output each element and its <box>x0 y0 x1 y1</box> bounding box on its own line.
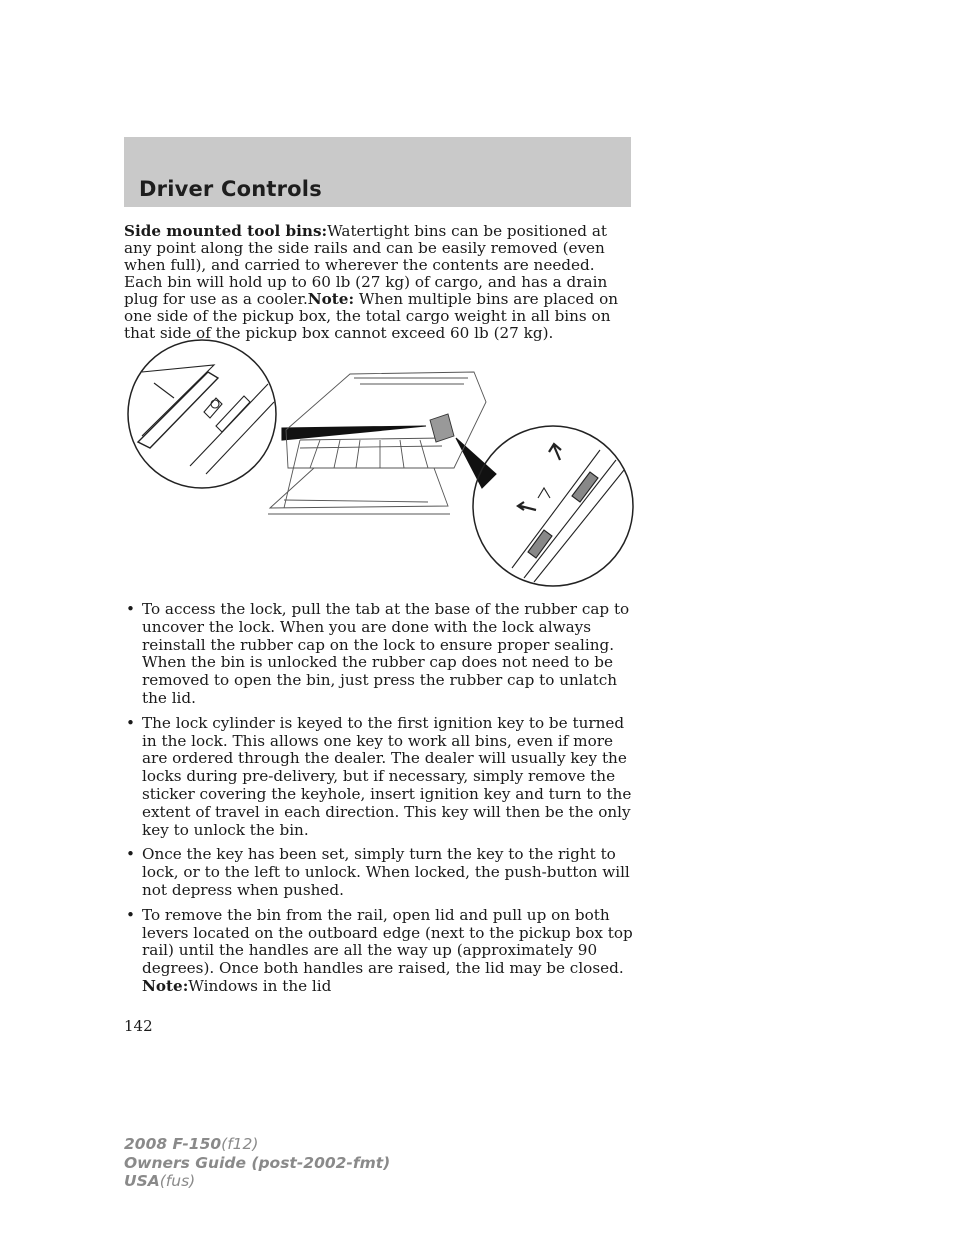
bullet-note-text: Windows in the lid <box>188 976 332 995</box>
bullet-item-key-set <box>124 846 634 899</box>
intro-note-label: Note: <box>307 290 355 308</box>
bullet-item-lock-access <box>124 601 634 708</box>
intro-text: Watertight bins can be positioned at any point along the side rails and can be easily removed (even when full), and carried to wherever the contents are needed. Each bin will hold up to 60 lb (27 kg) of cargo, and has a drain plug for use as a cooler. <box>124 222 608 308</box>
bullet-text: Once the key has been set, simply turn the key to the right to lock, or to the left to unlock. When locked, the push-button will not depress when pushed. <box>142 845 630 899</box>
footer-market: USA <box>124 1172 160 1190</box>
footer-line-model <box>124 1135 390 1154</box>
footer-market-code: (fus) <box>159 1172 196 1190</box>
footer-model: 2008 F-150 <box>124 1135 222 1153</box>
tool-bin-illustration <box>124 338 636 592</box>
bullet-text: To access the lock, pull the tab at the base of the rubber cap to uncover the lock. When you are done with the lock always reinstall the rubber cap on the lock to ensure proper sealing. When the bin is unlocked the rubber cap does not need to be removed to open the bin, just press the rubber cap to unlatch the lid. <box>142 600 630 707</box>
truck-bed-drawing <box>268 372 486 514</box>
intro-paragraph <box>124 223 634 342</box>
lock-detail-circle <box>128 340 276 488</box>
bullet-dot: • <box>126 713 135 732</box>
bullet-item-lock-cylinder <box>124 715 634 840</box>
bullet-text: To remove the bin from the rail, open lid and pull up on both levers located on the outboard edge (next to the pickup box top rail) until the handles are all the way up (approximately 90 degrees). Once both handles are raised, the lid may be closed. <box>142 905 633 978</box>
footer-line-market <box>124 1172 390 1191</box>
section-header <box>124 137 631 207</box>
bullet-list <box>124 601 634 1003</box>
intro-note-text: When multiple bins are placed on one side of the pickup box, the total cargo weight in all bins on that side of the pickup box cannot exceed 60 lb (27 kg). <box>124 290 619 342</box>
bullet-dot: • <box>126 600 135 618</box>
lever-detail-circle <box>473 426 633 586</box>
bullet-text: The lock cylinder is keyed to the first ignition key to be turned in the lock. This allows one key to work all bins, even if more are ordered through the dealer. The dealer will usually key the locks during pre-delivery, but if necessary, simply remove the sticker covering the keyhole, insert ignition key and turn to the extent of travel in each direction. This key will then be the only key to unlock the bin. <box>142 713 632 839</box>
intro-lead: Side mounted tool bins: <box>124 222 328 240</box>
footer-model-code: (f12) <box>221 1135 259 1153</box>
section-title: Driver Controls <box>139 177 322 201</box>
bullet-item-remove-bin <box>124 907 634 996</box>
footer-guide-title: Owners Guide (post-2002-fmt) <box>124 1153 391 1172</box>
bullet-dot: • <box>126 905 135 924</box>
bullet-dot: • <box>126 845 135 864</box>
page-number: 142 <box>124 1017 153 1035</box>
bullet-note-label: Note: <box>142 976 189 995</box>
document-footer <box>124 1135 390 1191</box>
